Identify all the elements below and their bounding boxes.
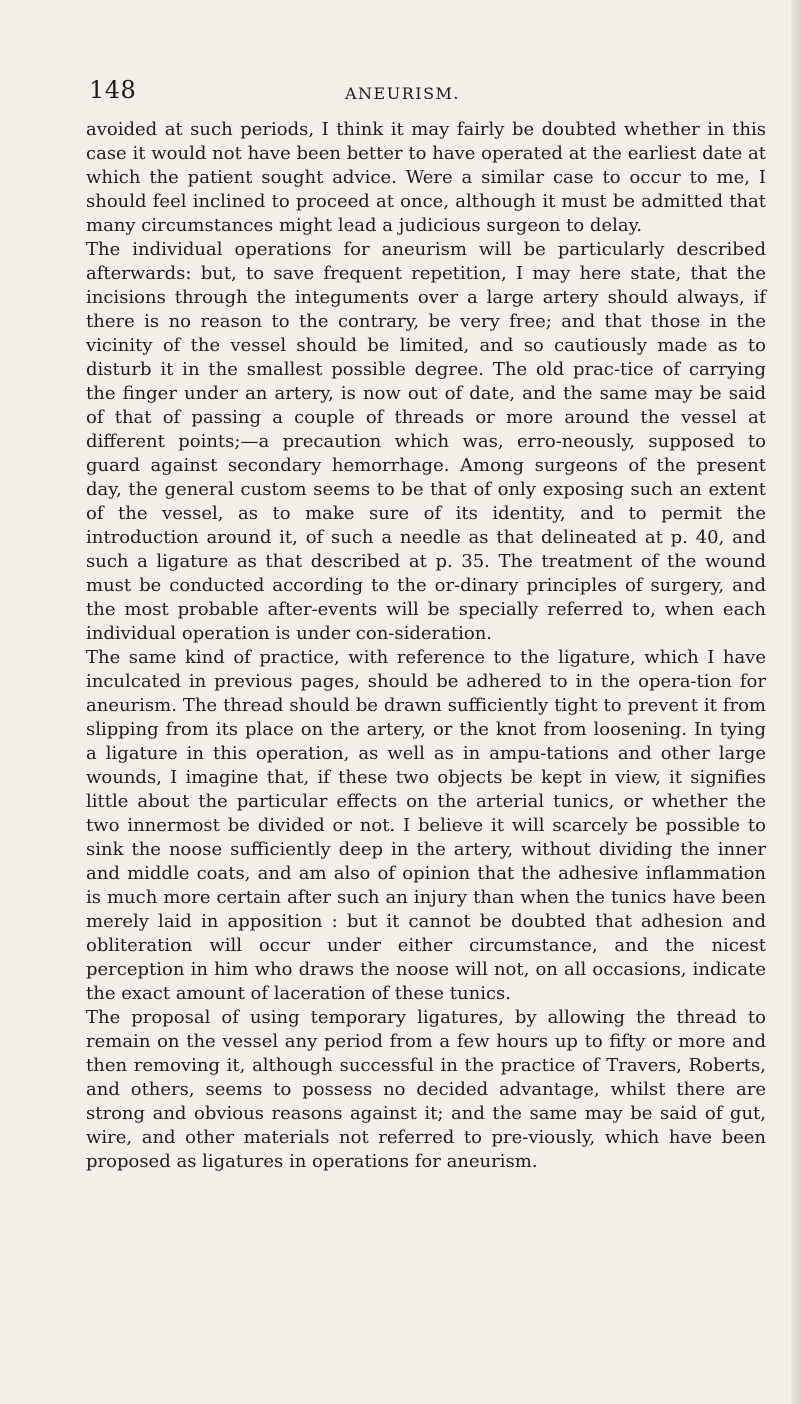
paragraph-1: avoided at such periods, I think it may fairly be doubted whether in this case it would not have been better to have operated at the earliest date at which the patient sought advice. Were a similar case to occur to me, I should feel inclined to proceed at once, although it must be admitted that many circumstances might lead a judicious surgeon to delay.	[86, 119, 766, 236]
body-text	[86, 118, 766, 1174]
paragraph-3: The same kind of practice, with reference to the ligature, which I have inculcated in previous pages, should be adhered to in the opera-tion for aneurism. The thread should be drawn sufficiently tight to prevent it from slipping from its place on the artery, or the knot from loosening. In tying a ligature in this operation, as well as in ampu-tations and other large wounds, I imagine that, if these two objects be kept in view, it signifies little about the particular effects on the arterial tunics, or whether the two innermost be divided or not. I believe it will scarcely be possible to sink the noose sufficiently deep in the artery, without dividing the inner and middle coats, and am also of opinion that the adhesive inflammation is much more certain after such an injury than when the tunics have been merely laid in apposition : but it cannot be doubted that adhesion and obliteration will occur under either circumstance, and the nicest perception in him who draws the noose will not, on all occasions, indicate the exact amount of laceration of these tunics.	[86, 647, 766, 1004]
running-title: ANEURISM.	[345, 84, 461, 103]
paragraph-2: The individual operations for aneurism will be particularly described afterwards: but, to save frequent repetition, I may here state, that the incisions through the integuments over a large artery should always, if there is no reason to the contrary, be very free; and that those in the vicinity of the vessel should be limited, and so cautiously made as to disturb it in the smallest possible degree. The old prac-tice of carrying the finger under an artery, is now out of date, and the same may be said of that of passing a couple of threads or more around the vessel at different points;—a precaution which was, erro-neously, supposed to guard against secondary hemorrhage. Among surgeons of the present day, the general custom seems to be that of only exposing such an extent of the vessel, as to make sure of its identity, and to permit the introduction around it, of such a needle as that delineated at p. 40, and such a ligature as that described at p. 35. The treatment of the wound must be conducted according to the or-dinary principles of surgery, and the most probable after-events will be specially referred to, when each individual operation is under con-sideration.	[86, 239, 766, 644]
page-edge	[791, 0, 801, 1404]
page-number: 148	[89, 76, 137, 104]
paragraph-4: The proposal of using temporary ligatures, by allowing the thread to remain on the vessel any period from a few hours up to fifty or more and then removing it, although successful in the practice of Travers, Roberts, and others, seems to possess no decided advantage, whilst there are strong and obvious reasons against it; and the same may be said of gut, wire, and other materials not referred to pre-viously, which have been proposed as ligatures in operations for aneurism.	[86, 1007, 766, 1172]
running-head	[0, 66, 801, 106]
